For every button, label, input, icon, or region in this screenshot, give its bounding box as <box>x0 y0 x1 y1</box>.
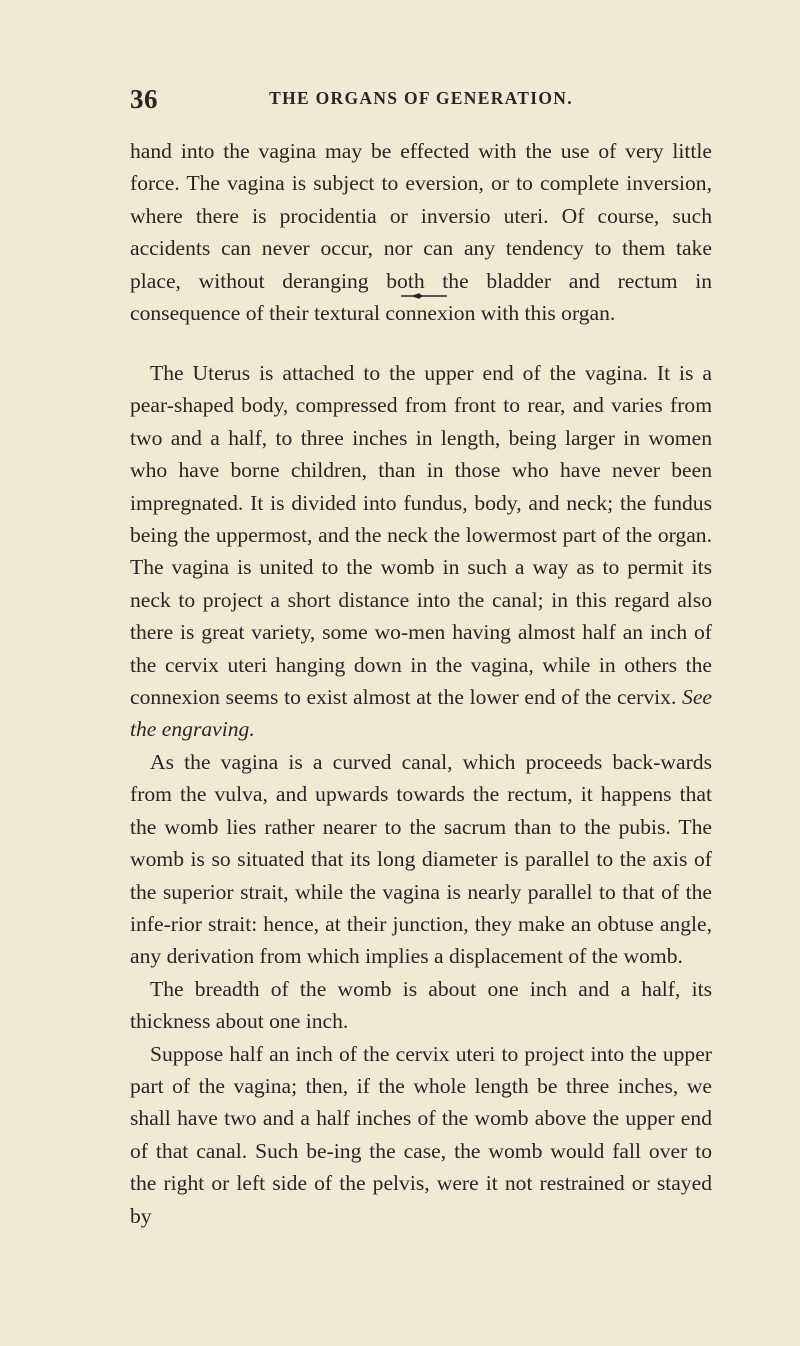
paragraph: As the vagina is a curved canal, which proceeds back-wards from the vulva, and upwards towards the rectum, it happens that the womb lies rather nearer to the sacrum than to the pubis. The womb is so situated that its long diameter is parallel to the axis of the superior strait, while the vagina is nearly parallel to that of the infe-rior strait: hence, at their junction, they make an obtuse angle, any derivation from which implies a displacement of the womb. <box>130 749 712 969</box>
paragraph: hand into the vagina may be effected with the use of very little force. The vagina is subject to eversion, or to complete inversion, where there is procidentia or inversio uteri. Of course, such accidents can never occur, nor can any tendency to them take place, without deranging both the bladder and rectum in consequence of their textural connexion with this organ. <box>130 139 712 326</box>
paragraph <box>130 357 712 746</box>
paragraph-text: The Uterus is attached to the upper end of the vagina. It is a pear-shaped body, compressed from front to rear, and varies from two and a half, to three inches in length, being larger in women who have borne children, than in those who have never been impregnated. It is divided into fundus, body, and neck; the fundus being the uppermost, and the neck the lowermost part of the organ. The vagina is united to the womb in such a way as to permit its neck to project a short distance into the canal; in this regard also there is great variety, some wo-men having almost half an inch of the cervix uteri hanging down in the vagina, while in others the connexion seems to exist almost at the lower end of the cervix. <box>130 361 712 710</box>
running-title: THE ORGANS OF GENERATION. <box>269 88 573 108</box>
paragraph: The breadth of the womb is about one inch and a half, its thickness about one inch. <box>130 976 712 1034</box>
text-block-main <box>130 357 712 1232</box>
section-divider-ornament <box>399 292 449 300</box>
paragraph: Suppose half an inch of the cervix uteri to project into the upper part of the vagina; then, if the whole length be three inches, we shall have two and a half inches of the womb above the upper end of that canal. Such be-ing the case, the womb would fall over to the right or left side of the pelvis, were it not restrained or stayed by <box>130 1041 712 1228</box>
engraving-reference: See the engraving. <box>130 685 712 742</box>
page-header <box>130 84 712 114</box>
page-number: 36 <box>130 84 158 114</box>
text-block-top <box>130 135 712 329</box>
